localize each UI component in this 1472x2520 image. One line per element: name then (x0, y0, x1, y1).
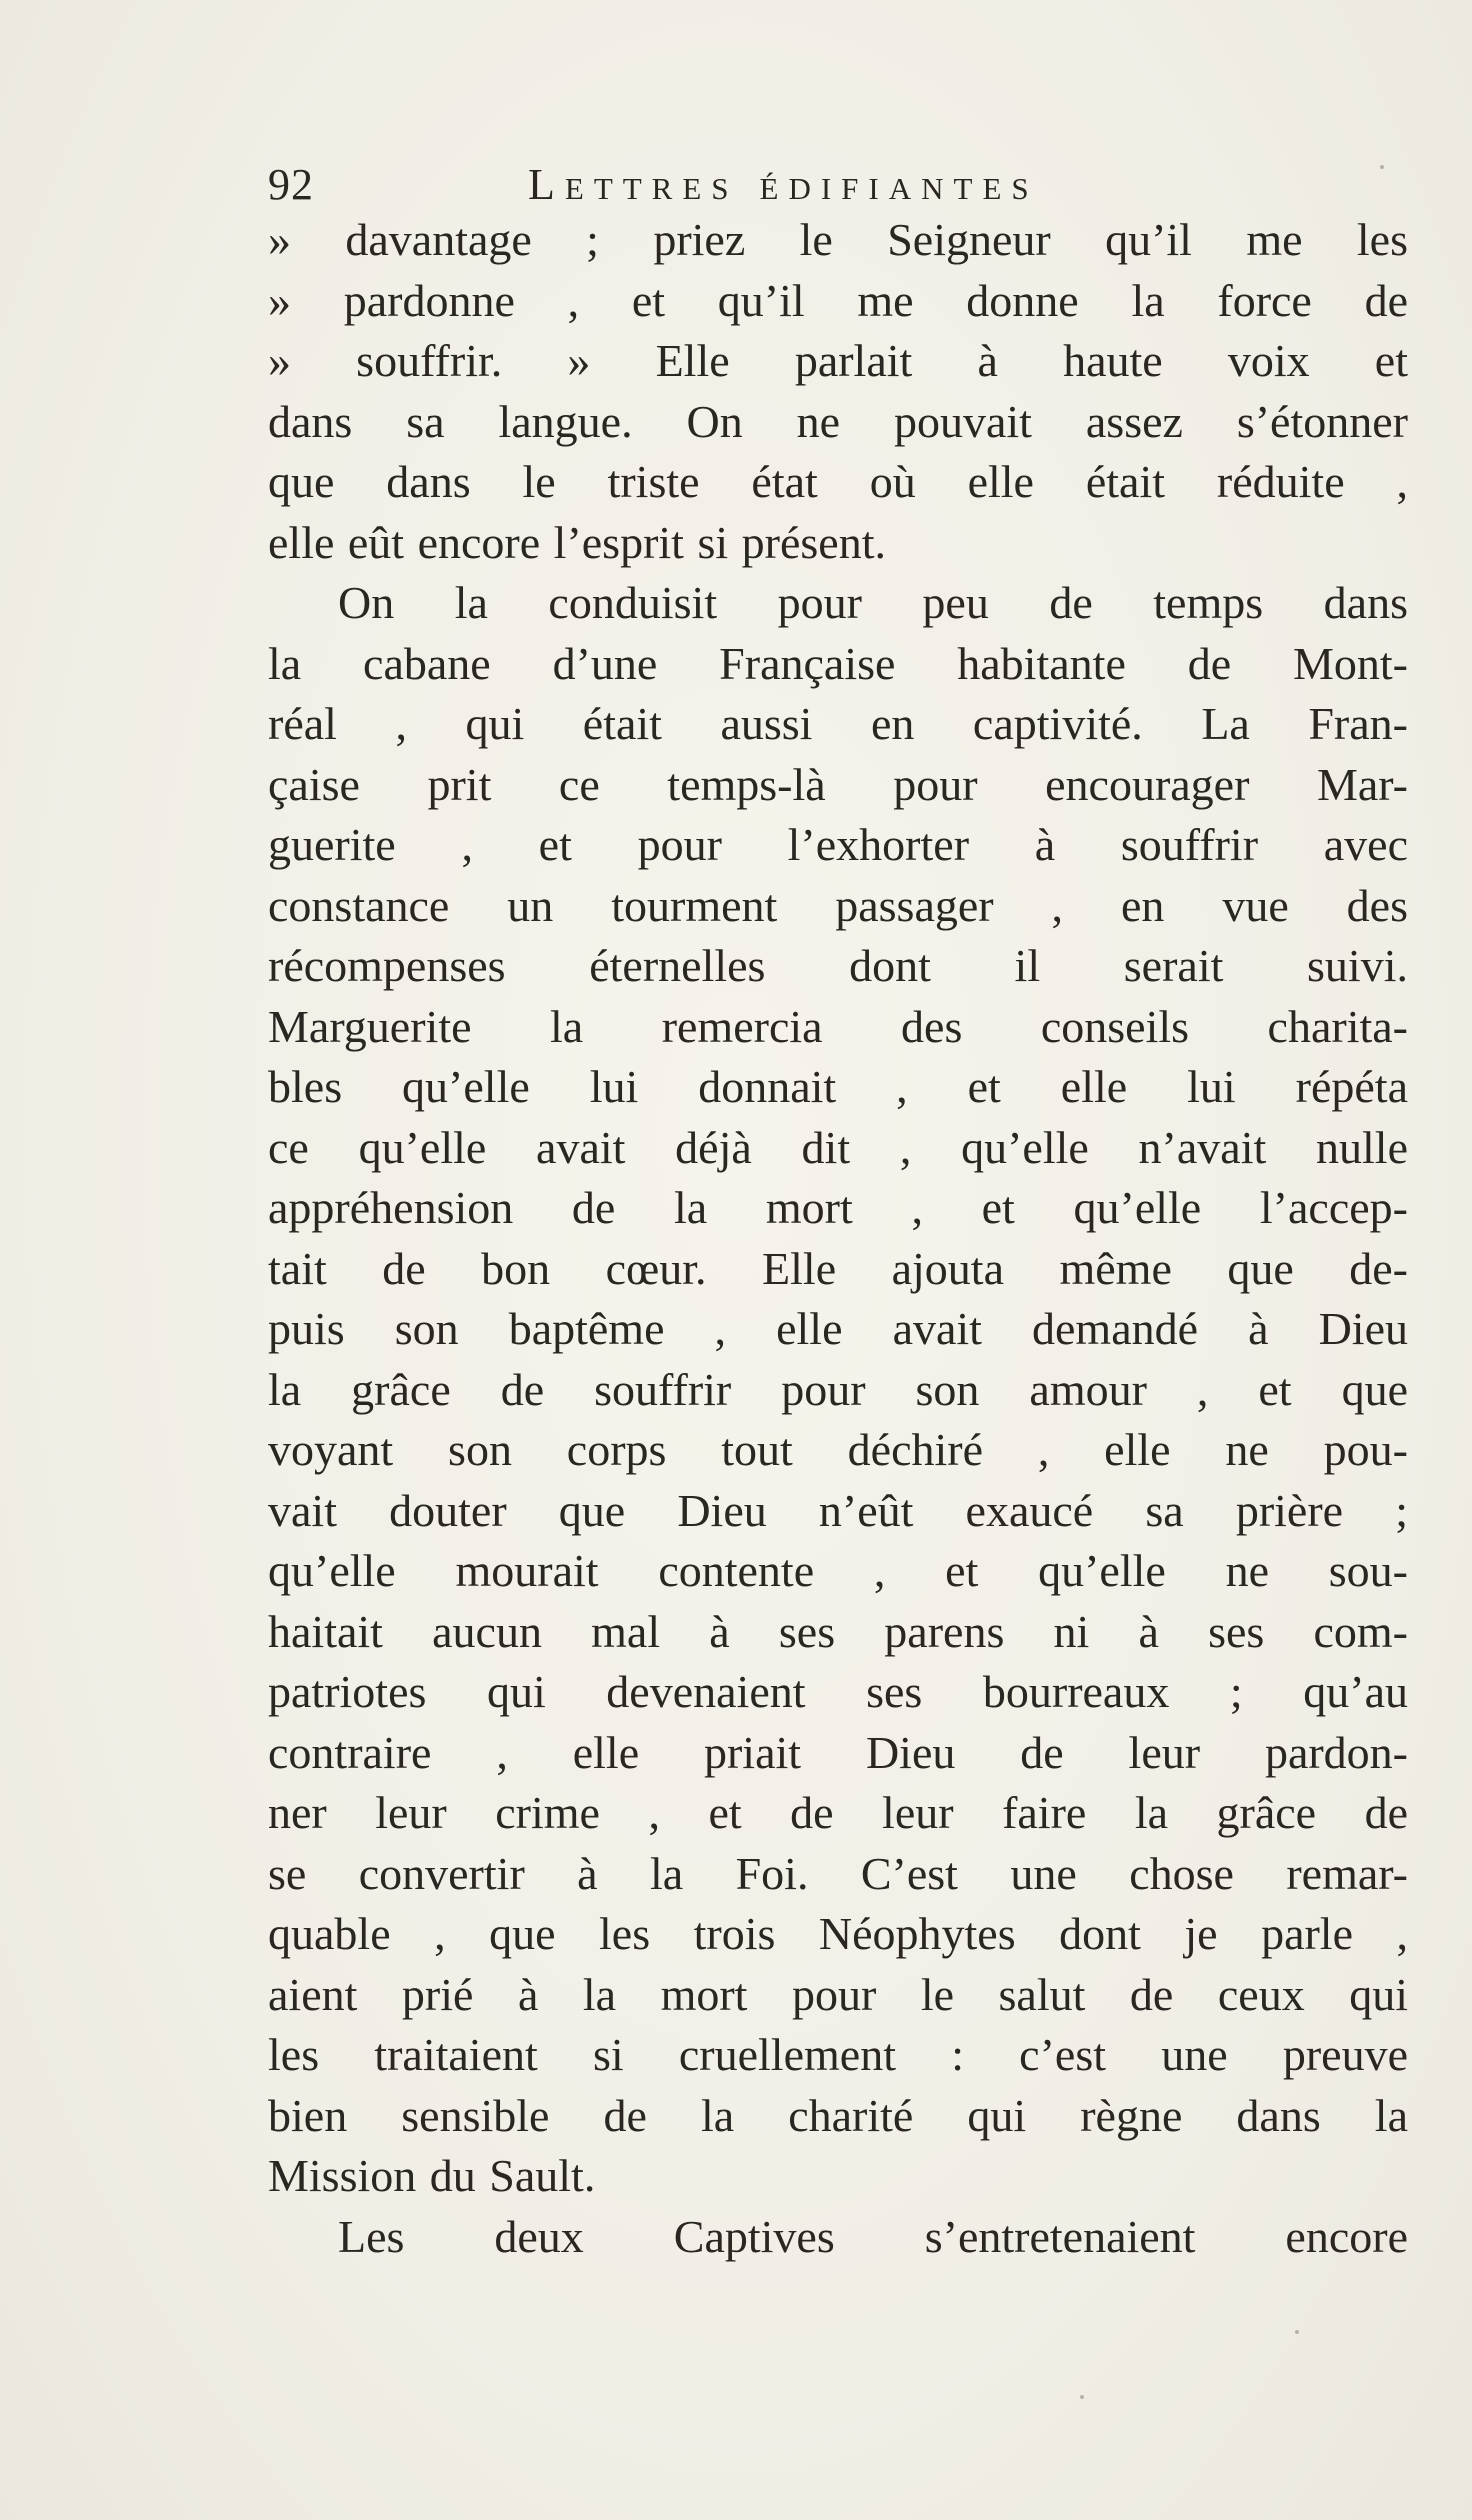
text-line: » pardonne , et qu’il me donne la force de (268, 274, 1408, 326)
text-line: les traitaient si cruellement : c’est une preuve (268, 2029, 1408, 2080)
text-line: puis son baptême , elle avait demandé à Dieu (268, 1303, 1408, 1354)
text-line: ner leur crime , et de leur faire la grâce de (268, 1787, 1408, 1838)
text-line: Les deux Captives s’entretenaient encore (338, 2210, 1408, 2262)
text-line: elle eût encore l’esprit si présent. (268, 516, 886, 568)
text-line: guerite , et pour l’exhorter à souffrir avec (268, 819, 1408, 870)
text-line: dans sa langue. On ne pouvait assez s’étonner (268, 395, 1408, 447)
text-line: patriotes qui devenaient ses bourreaux ; qu’au (268, 1666, 1408, 1717)
text-line: » davantage ; priez le Seigneur qu’il me les (268, 214, 1408, 265)
text-line: la grâce de souffrir pour son amour , et que (268, 1363, 1408, 1415)
text-line: se convertir à la Foi. C’est une chose remar- (268, 1847, 1408, 1899)
text-line: qu’elle mourait contente , et qu’elle ne sou- (268, 1545, 1408, 1596)
paper-speck (1380, 165, 1384, 169)
running-title: Lettres édifiantes (528, 160, 1039, 209)
page-number: 92 (268, 160, 314, 209)
text-line: çaise prit ce temps-là pour encourager Mar- (268, 758, 1408, 810)
text-line: réal , qui était aussi en captivité. La Fran- (268, 698, 1408, 749)
paper-speck (1080, 2395, 1084, 2399)
text-line: quable , que les trois Néophytes dont je parle , (268, 1908, 1408, 1959)
text-line: On la conduisit pour peu de temps dans (338, 577, 1408, 628)
text-line: voyant son corps tout déchiré , elle ne pou- (268, 1424, 1408, 1475)
body-text (268, 210, 1408, 2267)
text-line: vait douter que Dieu n’eût exaucé sa prière ; (268, 1484, 1408, 1536)
text-line: bien sensible de la charité qui règne dans la (268, 2089, 1408, 2141)
text-line: aient prié à la mort pour le salut de ceux qui (268, 1968, 1408, 2020)
text-line: Mission du Sault. (268, 2150, 596, 2201)
text-line: ce qu’elle avait déjà dit , qu’elle n’avait nulle (268, 1121, 1408, 1173)
text-line: la cabane d’une Française habitante de Mont- (268, 637, 1408, 689)
text-line: » souffrir. » Elle parlait à haute voix et (268, 335, 1408, 386)
text-line: appréhension de la mort , et qu’elle l’accep- (268, 1182, 1408, 1233)
text-line: constance un tourment passager , en vue des (268, 879, 1408, 931)
text-line: haitait aucun mal à ses parens ni à ses com- (268, 1605, 1408, 1657)
paper-speck (1295, 2330, 1299, 2334)
text-line: récompenses éternelles dont il serait suivi. (268, 940, 1408, 991)
text-line: tait de bon cœur. Elle ajouta même que de- (268, 1242, 1408, 1294)
text-line: bles qu’elle lui donnait , et elle lui répéta (268, 1061, 1408, 1112)
text-line: contraire , elle priait Dieu de leur pardon- (268, 1726, 1408, 1778)
text-line: que dans le triste état où elle était réduite , (268, 456, 1408, 507)
text-line: Marguerite la remercia des conseils charita- (268, 1000, 1408, 1052)
